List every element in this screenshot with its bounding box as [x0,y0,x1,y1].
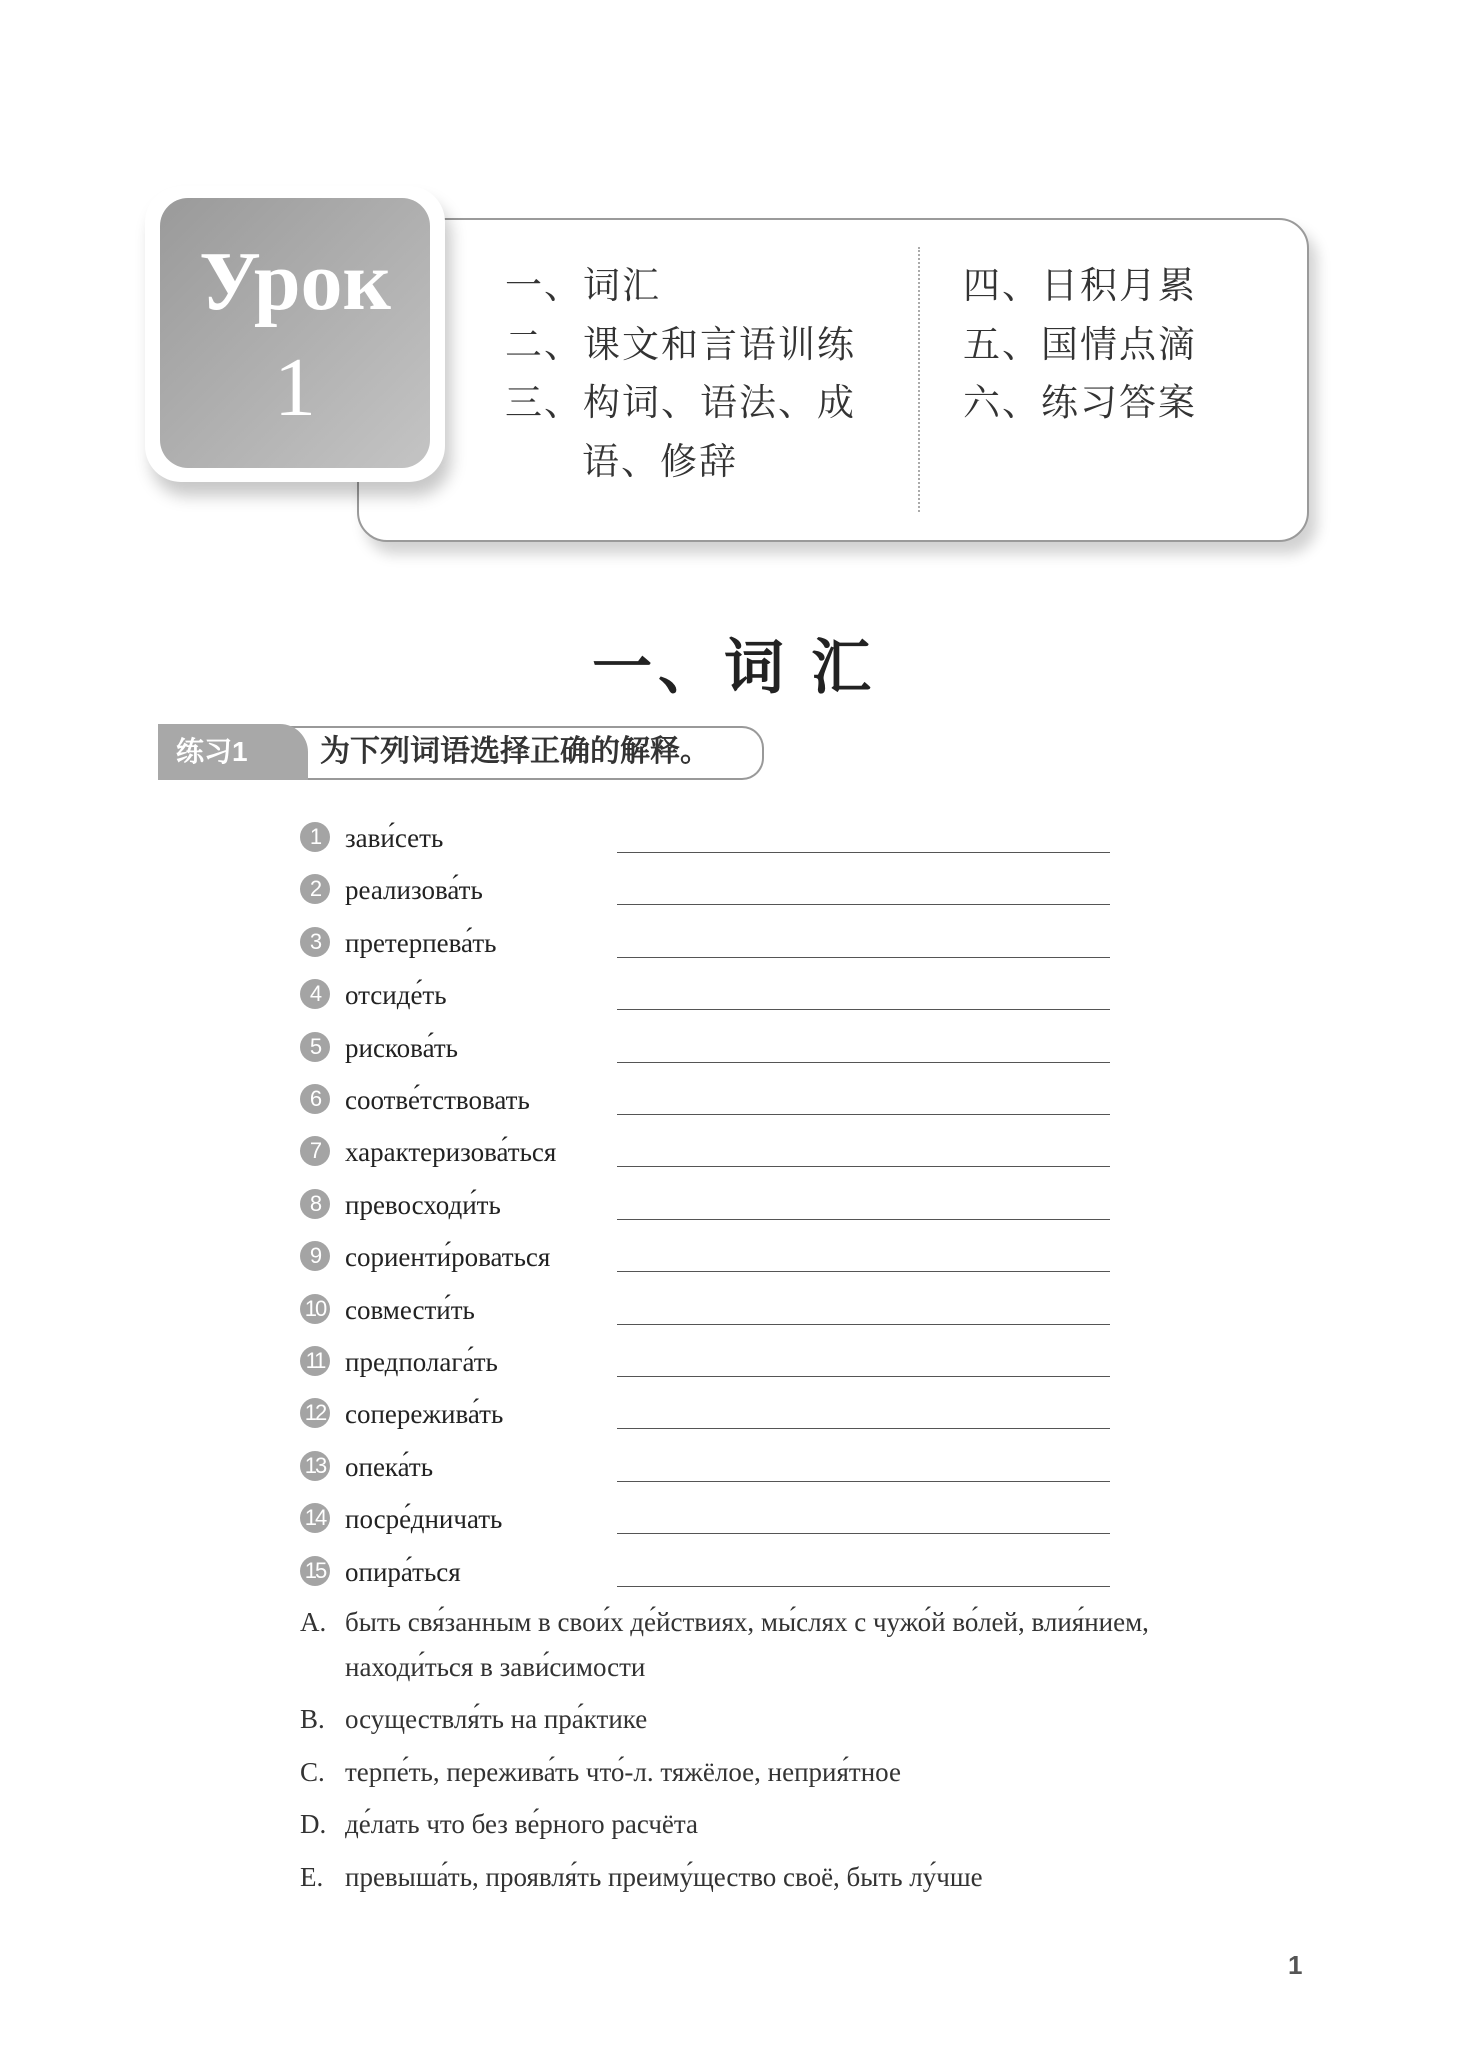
toc-item: 四、日积月累 [963,266,1197,307]
russian-word: предполага́ть [345,1347,498,1377]
item-number-badge: 12 [300,1398,330,1428]
item-number-badge: 14 [300,1503,330,1533]
option-text: быть свя́занным в свои́х де́йствиях, мы́слях с чужо́й во́лей, влия́нием, [345,1607,1149,1637]
answer-blank[interactable] [617,1324,1110,1325]
exercise-tag: 练习1 [158,724,308,780]
toc-item: 语、修辞 [582,442,738,483]
word-item [300,1185,1120,1225]
option-letter: E. [300,1862,324,1892]
russian-word: рискова́ть [345,1032,458,1063]
russian-word: совмести́ть [345,1294,475,1325]
item-number-badge: 6 [300,1084,330,1114]
definition-option [300,1602,1149,1642]
russian-word: соотве́тствовать [345,1085,530,1115]
option-text: де́лать что без ве́рного расчёта [345,1809,699,1839]
option-letter: A. [300,1607,327,1637]
option-letter: D. [300,1809,327,1839]
option-text: осуществля́ть на пра́ктике [345,1704,648,1734]
item-number-badge: 11 [300,1346,330,1376]
item-number-badge: 2 [300,874,330,904]
answer-blank[interactable] [617,1062,1110,1063]
russian-word: отсиде́ть [345,980,447,1011]
answer-blank[interactable] [617,1428,1110,1429]
toc-item: 六、练习答案 [963,383,1197,424]
item-number-badge: 10 [300,1294,330,1324]
answer-blank[interactable] [617,1114,1110,1115]
item-number-badge: 8 [300,1189,330,1219]
toc-item: 一、词汇 [505,266,661,307]
page-number: 1 [1288,1950,1303,1980]
word-item [300,1237,1120,1277]
definition-option [300,1699,647,1739]
lesson-number: 1 [274,341,316,434]
lesson-label: Урок [199,235,391,328]
option-text: превыша́ть, проявля́ть преиму́щество своё, быть лу́чше [345,1862,983,1892]
russian-word: претерпева́ть [345,927,497,958]
word-item [300,818,1120,858]
option-letter: C. [300,1757,325,1787]
word-item [300,870,1120,910]
word-item [300,1447,1120,1487]
russian-word: сопережива́ть [345,1399,504,1430]
word-item [300,1080,1120,1120]
answer-blank[interactable] [617,1586,1110,1587]
word-item [300,1499,1120,1539]
answer-blank[interactable] [617,852,1110,853]
definition-option [300,1752,901,1792]
option-letter: B. [300,1704,325,1734]
item-number-badge: 7 [300,1136,330,1166]
toc-item: 三、构词、语法、成 [505,383,856,424]
item-number-badge: 15 [300,1556,330,1586]
word-item [300,1132,1120,1172]
russian-word: сориенти́роваться [345,1242,551,1273]
word-item [300,1394,1120,1434]
russian-word: реализова́ть [345,875,483,906]
russian-word: опира́ться [345,1556,461,1587]
russian-word: опека́ть [345,1451,434,1482]
option-text: терпе́ть, пережива́ть что́-л. тяжёлое, неприя́тное [345,1757,901,1787]
word-item [300,1290,1120,1330]
russian-word: превосходи́ть [345,1189,501,1220]
lesson-badge [160,198,430,468]
russian-word: посре́дничать [345,1504,503,1535]
word-item [300,1028,1120,1068]
item-number-badge: 13 [300,1451,330,1481]
answer-blank[interactable] [617,1009,1110,1010]
item-number-badge: 1 [300,822,330,852]
toc-divider [918,247,920,512]
answer-blank[interactable] [617,1481,1110,1482]
word-item [300,975,1120,1015]
definition-option [300,1857,983,1897]
exercise-instruction: 为下列词语选择正确的解释。 [320,735,710,768]
answer-blank[interactable] [617,1271,1110,1272]
toc-item: 二、课文和言语训练 [505,325,856,366]
word-item [300,923,1120,963]
russian-word: зави́сеть [345,823,444,853]
word-item [300,1342,1120,1382]
answer-blank[interactable] [617,1166,1110,1167]
answer-blank[interactable] [617,1376,1110,1377]
answer-blank[interactable] [617,904,1110,905]
russian-word: характеризова́ться [345,1137,557,1168]
definition-option [300,1804,698,1844]
option-text: находи́ться в зави́симости [345,1652,646,1682]
item-number-badge: 4 [300,979,330,1009]
answer-blank[interactable] [617,1533,1110,1534]
item-number-badge: 9 [300,1241,330,1271]
answer-blank[interactable] [617,957,1110,958]
toc-item: 五、国情点滴 [963,325,1197,366]
item-number-badge: 5 [300,1032,330,1062]
definition-option [300,1647,645,1687]
section-title: 一、词 汇 [592,635,877,701]
item-number-badge: 3 [300,927,330,957]
answer-blank[interactable] [617,1219,1110,1220]
word-item [300,1552,1120,1592]
